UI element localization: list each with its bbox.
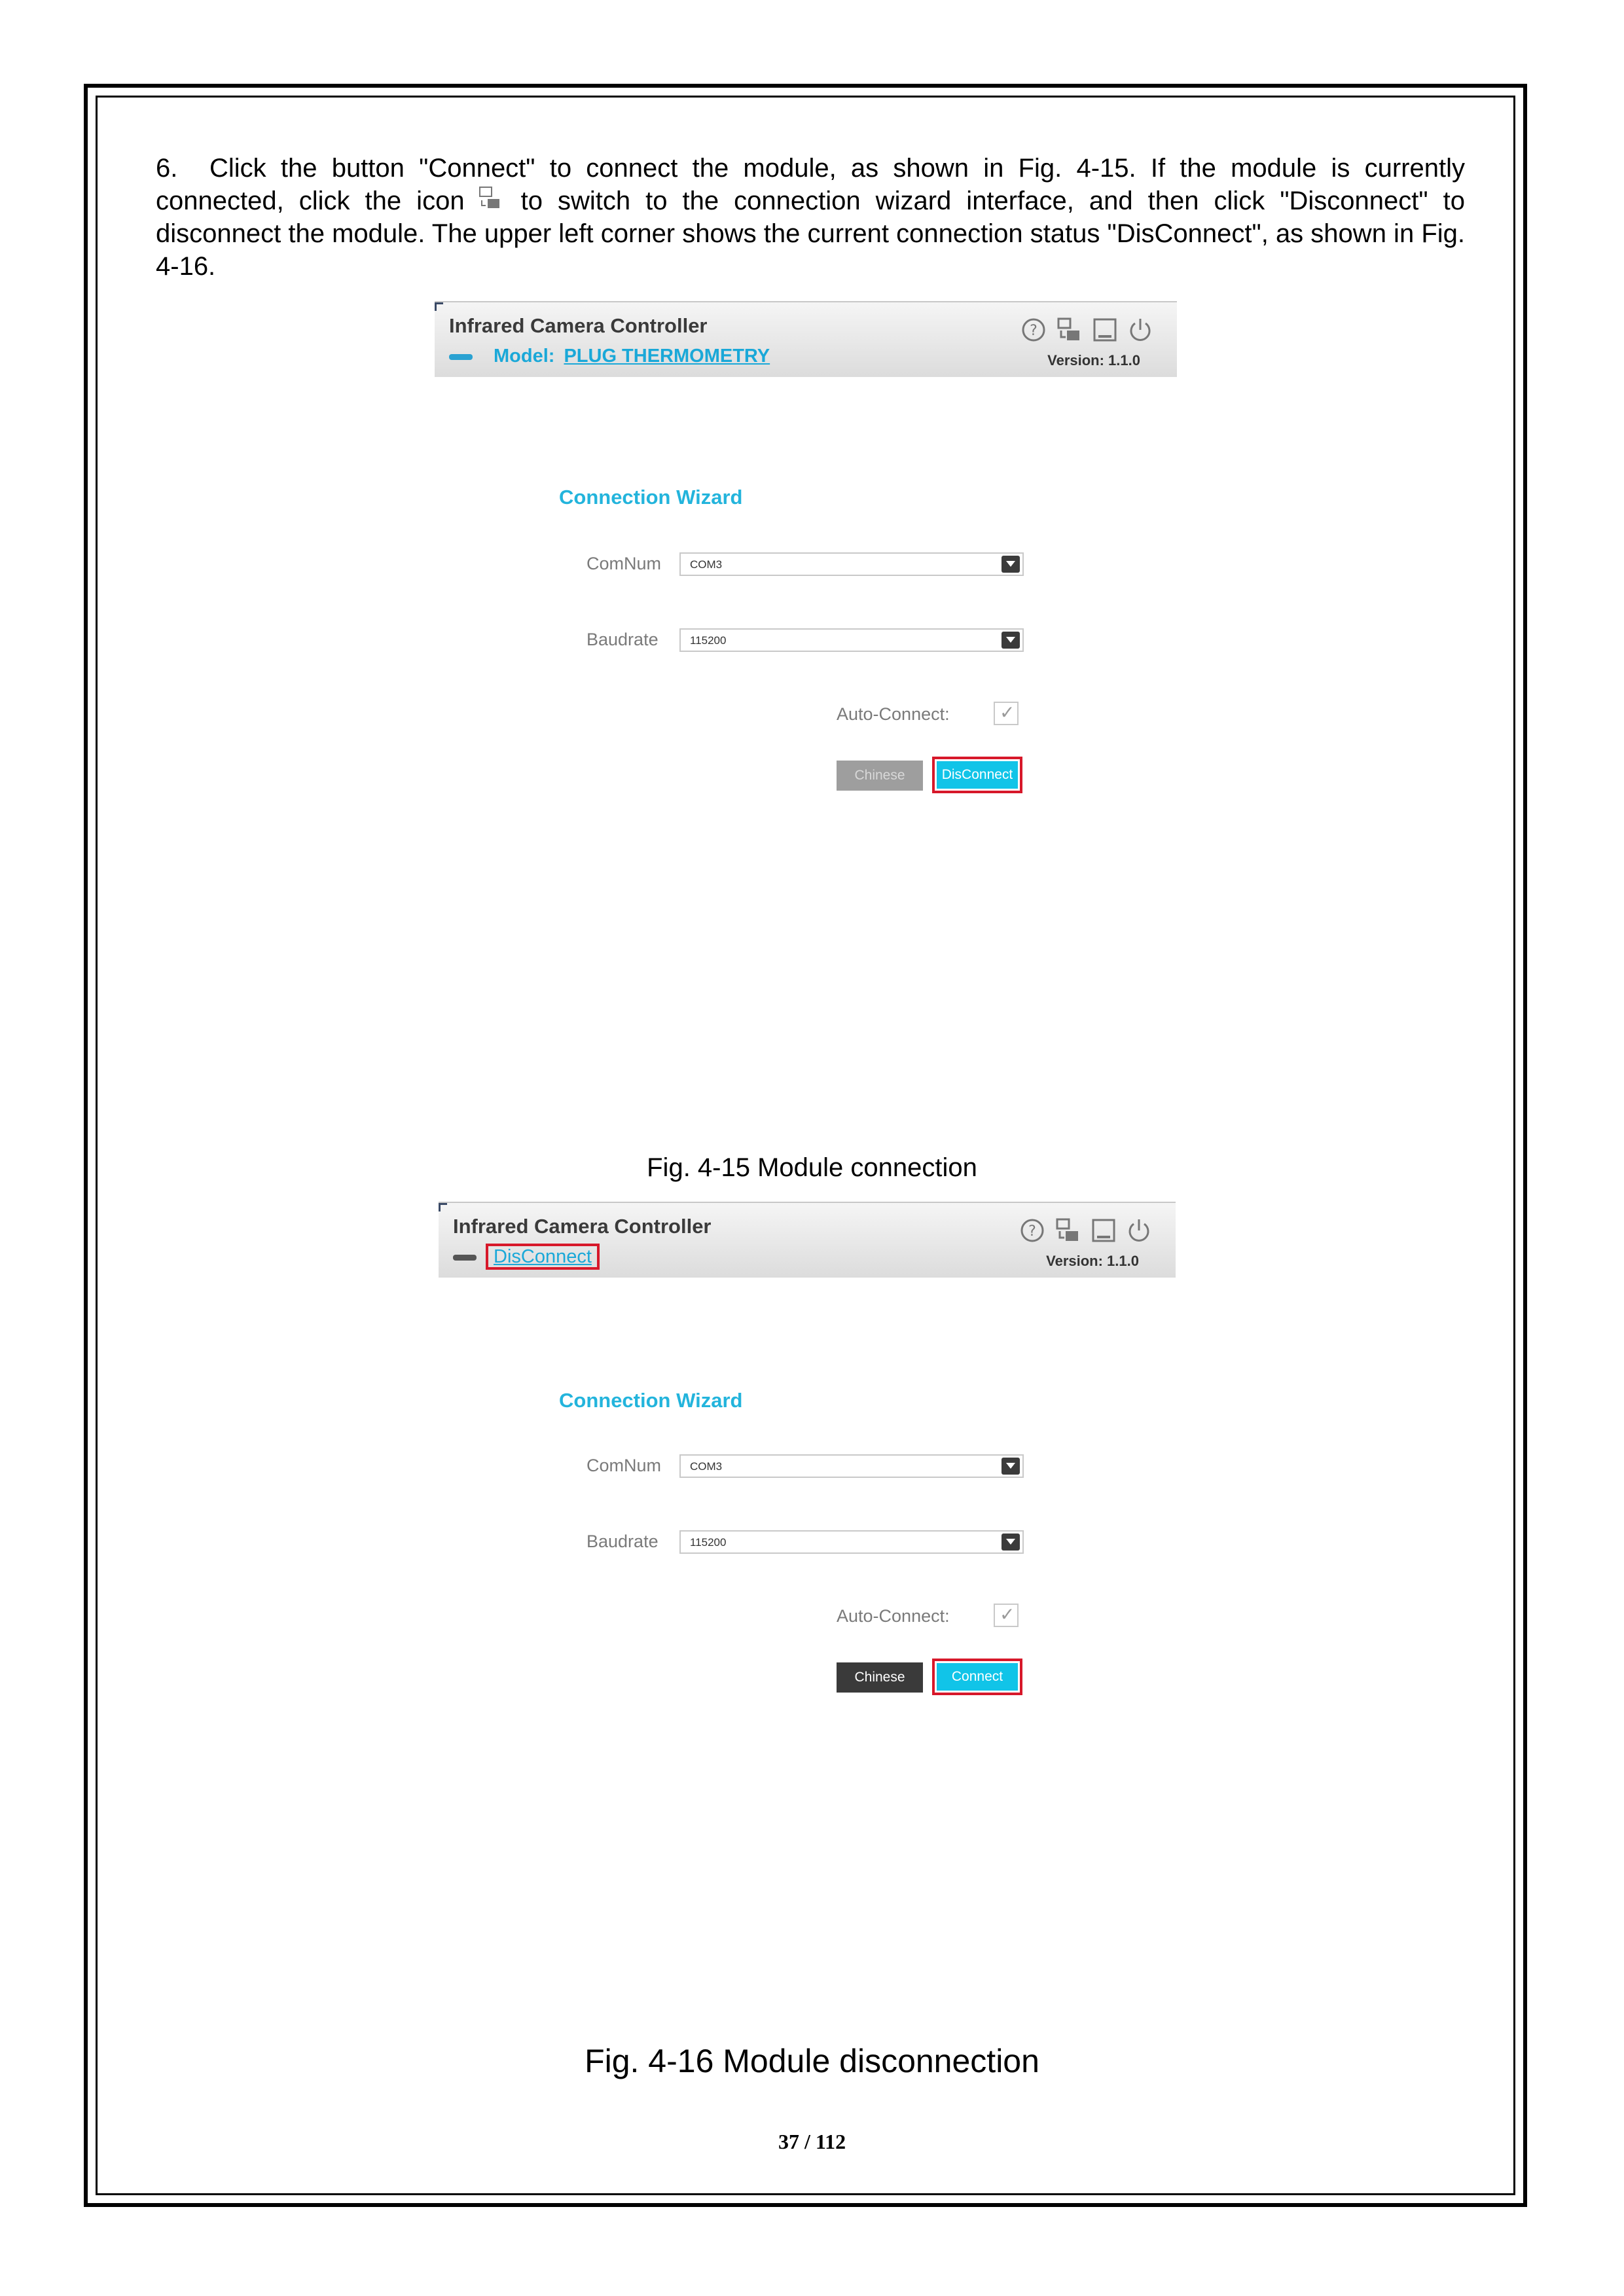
baudrate-value: 115200 xyxy=(690,1536,727,1549)
chevron-down-icon[interactable] xyxy=(1001,1458,1020,1475)
baudrate-select[interactable] xyxy=(679,1530,1024,1554)
wizard-title: Connection Wizard xyxy=(559,486,743,509)
chevron-down-icon[interactable] xyxy=(1001,1534,1020,1551)
title-bar-icons xyxy=(1014,317,1153,346)
baudrate-label: Baudrate xyxy=(586,1532,659,1551)
title-bar xyxy=(439,1202,1176,1278)
wizard-title: Connection Wizard xyxy=(559,1389,743,1412)
comnum-value: COM3 xyxy=(690,558,723,571)
model-status xyxy=(449,346,770,367)
comnum-select[interactable] xyxy=(679,1454,1024,1478)
figure-4-15-screenshot xyxy=(435,301,1177,1139)
autoconnect-checkbox[interactable] xyxy=(994,1604,1019,1627)
minimize-icon[interactable] xyxy=(1091,1217,1117,1244)
title-bar-corner xyxy=(439,1203,447,1211)
baudrate-value: 115200 xyxy=(690,634,727,647)
title-bar-corner xyxy=(435,302,443,311)
chinese-button[interactable]: Chinese xyxy=(837,1662,923,1693)
disconnect-button[interactable] xyxy=(932,757,1022,793)
page-number: 37 / 112 xyxy=(778,2130,846,2153)
connection-wizard-icon xyxy=(478,186,503,212)
baudrate-select[interactable] xyxy=(679,628,1024,652)
paragraph-text-part2: to switch to the connection wizard interface, and then click "Disconnect" to disconnect the module. The upper left corner shows the current connection status "DisConnect", as shown in Fig. 4-16. xyxy=(156,187,1465,281)
chevron-down-icon[interactable] xyxy=(1001,632,1020,649)
power-icon[interactable] xyxy=(1127,317,1153,343)
chevron-down-icon[interactable] xyxy=(1001,556,1020,573)
comnum-value: COM3 xyxy=(690,1460,723,1473)
svg-text:?: ? xyxy=(1029,323,1038,339)
figure-4-16-caption: Fig. 4-16 Module disconnection xyxy=(585,2043,1039,2079)
step-paragraph xyxy=(156,152,1465,283)
comnum-label: ComNum xyxy=(586,554,662,573)
autoconnect-label: Auto-Connect: xyxy=(837,1606,950,1626)
comnum-label: ComNum xyxy=(586,1456,662,1475)
title-bar xyxy=(435,301,1177,377)
connection-wizard-icon[interactable] xyxy=(1055,1217,1081,1244)
figure-4-15-caption: Fig. 4-15 Module connection xyxy=(647,1153,977,1182)
comnum-select[interactable] xyxy=(679,552,1024,576)
model-label: Model: xyxy=(494,346,555,367)
autoconnect-label: Auto-Connect: xyxy=(837,704,950,724)
connect-button[interactable] xyxy=(932,1659,1022,1695)
app-title: Infrared Camera Controller xyxy=(453,1215,712,1238)
minimize-icon[interactable] xyxy=(1092,317,1118,343)
autoconnect-checkbox[interactable] xyxy=(994,702,1019,725)
figure-4-16-screenshot xyxy=(439,1202,1176,2039)
chinese-button[interactable]: Chinese xyxy=(837,761,923,791)
baudrate-label: Baudrate xyxy=(586,630,659,649)
help-icon[interactable] xyxy=(1019,1217,1045,1244)
connection-wizard-icon[interactable] xyxy=(1056,317,1082,343)
disconnect-status-link[interactable]: DisConnect xyxy=(486,1244,600,1270)
status-indicator xyxy=(453,1255,477,1261)
title-bar-icons xyxy=(1013,1217,1152,1247)
disconnect-button-label: DisConnect xyxy=(937,761,1018,789)
model-link[interactable]: PLUG THERMOMETRY xyxy=(564,346,770,367)
help-icon[interactable] xyxy=(1020,317,1047,343)
version-label: Version: 1.1.0 xyxy=(1046,1253,1139,1269)
paragraph-text-part1: Click the button "Connect" to connect the module, as shown in Fig. 4-15. If the module is currently connected, click the icon xyxy=(156,154,1465,215)
version-label: Version: 1.1.0 xyxy=(1047,352,1140,368)
app-title: Infrared Camera Controller xyxy=(449,314,708,337)
svg-text:?: ? xyxy=(1028,1223,1036,1240)
connect-button-label: Connect xyxy=(937,1663,1018,1691)
step-number: 6. xyxy=(156,154,178,183)
power-icon[interactable] xyxy=(1126,1217,1152,1244)
status-indicator xyxy=(449,354,473,360)
connection-status xyxy=(453,1246,600,1268)
